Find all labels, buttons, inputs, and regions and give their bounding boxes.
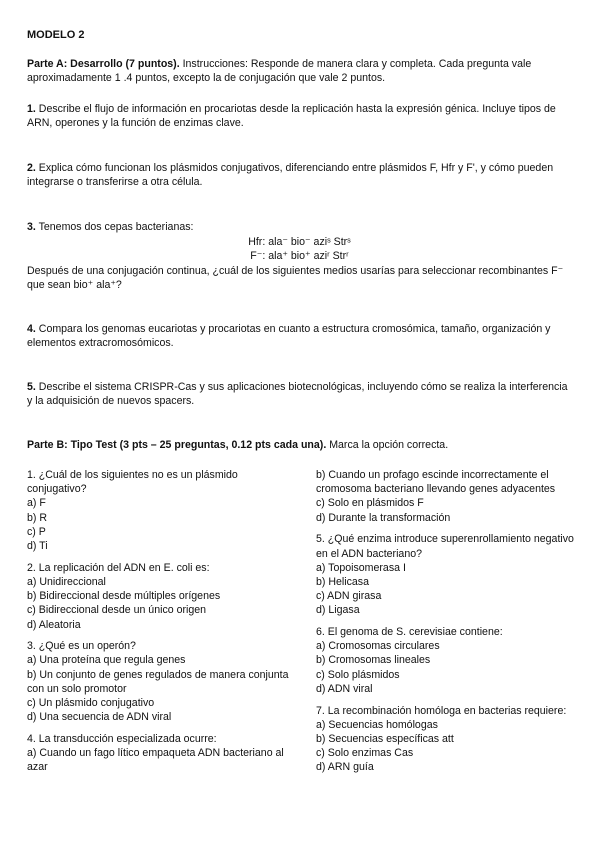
question-1 (27, 102, 572, 130)
test-question-2 (27, 561, 289, 632)
test-column-right (316, 468, 574, 782)
question-number: 5. (27, 381, 36, 393)
test-question-text: 1. ¿Cuál de los siguientes no es un plásmido conjugativo? (27, 469, 238, 496)
test-question-text: 7. La recombinación homóloga en bacterias requiere: (316, 704, 567, 717)
test-question-text: 3. ¿Qué es un operón? (27, 640, 136, 653)
answer-option: b) Helicasa (316, 575, 369, 588)
question-text: Explica cómo funcionan los plásmidos conjugativos, diferenciando entre plásmidos F, Hfr y F', y cómo pueden integrarse o transferirse a otra célula. (27, 162, 554, 189)
test-question-text: 6. El genoma de S. cerevisiae contiene: (316, 626, 503, 639)
question-number: 1. (27, 103, 36, 115)
answer-option: a) Secuencias homólogas (316, 718, 438, 731)
test-question-3 (27, 639, 289, 724)
test-question-text: 4. La transducción especializada ocurre: (27, 732, 217, 745)
answer-option: a) Cromosomas circulares (316, 640, 440, 653)
question-3-followup: Después de una conjugación continua, ¿cuál de los siguientes medios usarías para seleccionar recombinantes F⁻ que sean bio⁺ ala⁺? (27, 264, 564, 291)
test-question-text: 2. La replicación del ADN en E. coli es: (27, 561, 210, 574)
answer-option: c) ADN girasa (316, 590, 382, 603)
part-a-intro (27, 57, 572, 85)
question-3 (27, 220, 572, 292)
answer-option: c) Bidireccional desde un único origen (27, 604, 207, 617)
test-question-7 (316, 704, 574, 775)
answer-option: d) Una secuencia de ADN viral (27, 711, 172, 724)
answer-option: c) Solo en plásmidos F (316, 497, 424, 510)
answer-option: d) Aleatoria (27, 618, 81, 631)
test-column-left (27, 468, 289, 782)
question-text: Tenemos dos cepas bacterianas: (35, 221, 194, 233)
answer-option: d) Ligasa (316, 604, 360, 617)
answer-option: b) Bidireccional desde múltiples orígenes (27, 590, 221, 603)
test-question-1 (27, 468, 289, 553)
answer-option: b) Un conjunto de genes regulados de manera conjunta con un solo promotor (27, 668, 289, 695)
question-4 (27, 322, 572, 350)
answer-option: c) Un plásmido conjugativo (27, 697, 155, 710)
question-5 (27, 380, 572, 408)
answer-option: d) ADN viral (316, 682, 373, 695)
question-2 (27, 161, 572, 189)
question-number: 3. (27, 221, 36, 233)
answer-option: a) Cuando un fago lítico empaqueta ADN bacteriano al azar (27, 747, 284, 774)
question-number: 4. (27, 323, 36, 335)
question-number: 2. (27, 162, 36, 174)
answer-option: d) ARN guía (316, 761, 374, 774)
test-question-text: 5. ¿Qué enzima introduce superenrollamiento negativo en el ADN bacteriano? (316, 533, 574, 560)
test-question-5 (316, 532, 574, 617)
answer-option: c) P (27, 525, 46, 538)
answer-option: a) Topoisomerasa I (316, 561, 406, 574)
part-b-instructions: Marca la opción correcta. (326, 439, 449, 451)
part-a-instructions: Instrucciones: Responde de manera clara y completa. Cada pregunta vale aproximadamente 1 .4 puntos, excepto la de conjugación que vale 2 puntos. (27, 58, 532, 85)
answer-option: c) Solo plásmidos (316, 668, 400, 681)
question-text: Describe el sistema CRISPR-Cas y sus aplicaciones biotecnológicas, incluyendo cómo se realiza la interferencia y la adquisición de nuevos spacers. (27, 381, 568, 408)
page-title: MODELO 2 (27, 29, 85, 41)
answer-option: a) Una proteína que regula genes (27, 654, 186, 667)
answer-option: d) Durante la transformación (316, 511, 451, 524)
part-a-heading: Parte A: Desarrollo (7 puntos). (27, 58, 180, 70)
answer-option: b) R (27, 511, 48, 524)
part-b-heading: Parte B: Tipo Test (3 pts – 25 preguntas, 0.12 pts cada una). (27, 439, 327, 451)
answer-option: a) F (27, 497, 46, 510)
strain-f-minus: F⁻: ala⁺ bio⁺ aziʳ Strʳ (250, 250, 349, 263)
question-text: Compara los genomas eucariotas y procariotas en cuanto a estructura cromosómica, tamaño, organización y elementos extracromosómicos. (27, 323, 551, 350)
part-b-intro (27, 438, 572, 452)
strain-hfr: Hfr: ala⁻ bio⁻ aziˢ Strˢ (248, 236, 351, 249)
test-question-4 (27, 732, 289, 775)
question-text: Describe el flujo de información en procariotas desde la replicación hasta la expresión génica. Incluye tipos de ARN, operones y la función de enzimas clave. (27, 103, 556, 130)
answer-option: d) Ti (27, 540, 48, 553)
answer-option: a) Unidireccional (27, 575, 106, 588)
test-question-4-continued (316, 468, 574, 525)
answer-option: b) Secuencias específicas att (316, 732, 454, 745)
answer-option: b) Cromosomas lineales (316, 654, 431, 667)
answer-option: b) Cuando un profago escinde incorrectamente el cromosoma bacteriano llevando genes adyacentes (316, 469, 556, 496)
answer-option: c) Solo enzimas Cas (316, 747, 414, 760)
test-question-6 (316, 625, 574, 696)
